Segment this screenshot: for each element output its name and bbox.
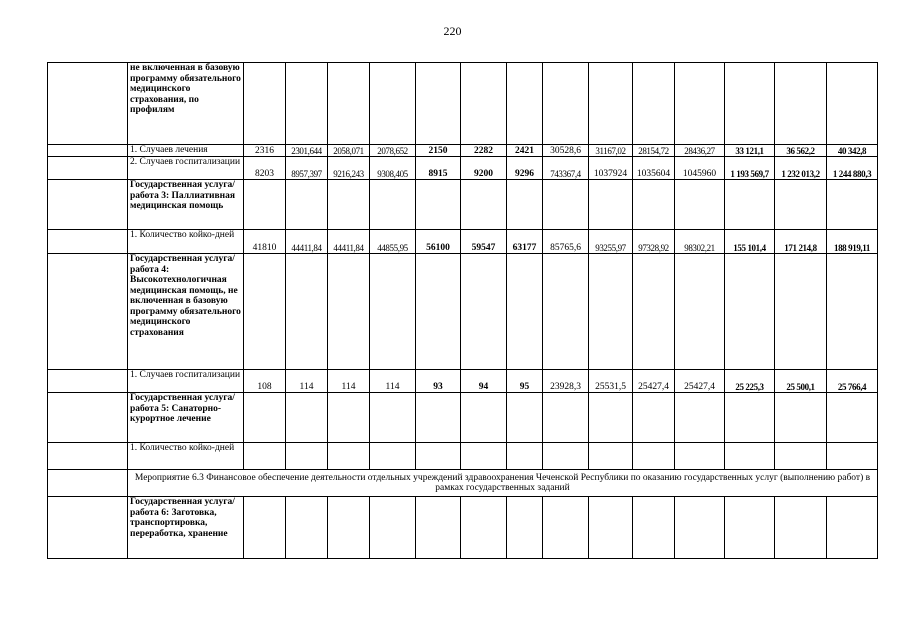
value-cell: [725, 254, 775, 370]
value-cell: [589, 254, 633, 370]
value-cell: [589, 393, 633, 443]
indicator-label-cell: 1. Случаев лечения: [128, 145, 244, 157]
value-cell: [827, 497, 878, 559]
value-cell: 56100: [416, 230, 461, 254]
value-cell: 2316: [244, 145, 286, 157]
value-cell: 171 214,8: [775, 230, 827, 254]
indicator-label-cell: 2. Случаев госпитализации: [128, 157, 244, 180]
table-row: [48, 443, 878, 470]
value-cell: 2058,071: [328, 145, 370, 157]
table-row: [48, 145, 878, 157]
value-cell: 31167,02: [589, 145, 633, 157]
value-cell: [286, 180, 328, 230]
value-cell: 85765,6: [543, 230, 589, 254]
value-cell: [725, 63, 775, 145]
value-cell: [507, 254, 543, 370]
value-cell: 23928,3: [543, 370, 589, 393]
table-row: [48, 254, 878, 370]
value-cell: [244, 254, 286, 370]
value-cell: [589, 443, 633, 470]
service-heading-cell: Государственная услуга/работа 4: Высокотехнологичная медицинская помощь, не включенная в базовую программу обязательного медицинского страхования: [128, 254, 244, 370]
value-cell: [589, 180, 633, 230]
value-cell: [370, 443, 416, 470]
value-cell: 63177: [507, 230, 543, 254]
value-cell: 155 101,4: [725, 230, 775, 254]
service-heading-cell: Государственная услуга/работа 3: Паллиативная медицинская помощь: [128, 180, 244, 230]
value-cell: [507, 497, 543, 559]
row-number-cell: [48, 180, 128, 230]
value-cell: 114: [370, 370, 416, 393]
value-cell: 95: [507, 370, 543, 393]
value-cell: [328, 180, 370, 230]
value-cell: [633, 63, 675, 145]
value-cell: [827, 180, 878, 230]
value-cell: 59547: [461, 230, 507, 254]
indicator-label-cell: 1. Количество койко-дней: [128, 230, 244, 254]
table-row: [48, 497, 878, 559]
indicator-label-cell: 1. Количество койко-дней: [128, 443, 244, 470]
value-cell: [244, 180, 286, 230]
value-cell: [633, 443, 675, 470]
value-cell: [416, 63, 461, 145]
value-cell: 9296: [507, 157, 543, 180]
value-cell: [507, 443, 543, 470]
table-row: [48, 180, 878, 230]
value-cell: [675, 180, 725, 230]
value-cell: [543, 443, 589, 470]
value-cell: [633, 497, 675, 559]
value-cell: [461, 63, 507, 145]
value-cell: 25 500,1: [775, 370, 827, 393]
value-cell: [725, 497, 775, 559]
value-cell: 2078,652: [370, 145, 416, 157]
value-cell: 108: [244, 370, 286, 393]
value-cell: 2150: [416, 145, 461, 157]
service-heading-cell: Государственная услуга/работа 5: Санаторно-курортное лечение: [128, 393, 244, 443]
value-cell: [543, 497, 589, 559]
value-cell: [507, 63, 543, 145]
row-number-cell: [48, 497, 128, 559]
row-number-cell: [48, 393, 128, 443]
value-cell: 1045960: [675, 157, 725, 180]
value-cell: 8915: [416, 157, 461, 180]
value-cell: [775, 63, 827, 145]
value-cell: [675, 393, 725, 443]
value-cell: [244, 497, 286, 559]
value-cell: [675, 497, 725, 559]
value-cell: 28436,27: [675, 145, 725, 157]
value-cell: [589, 63, 633, 145]
value-cell: [827, 254, 878, 370]
value-cell: 2282: [461, 145, 507, 157]
row-number-cell: [48, 470, 128, 497]
value-cell: [370, 63, 416, 145]
value-cell: [286, 254, 328, 370]
value-cell: [370, 180, 416, 230]
value-cell: [461, 393, 507, 443]
row-number-cell: [48, 63, 128, 145]
row-number-cell: [48, 145, 128, 157]
value-cell: 8957,397: [286, 157, 328, 180]
indicator-label-cell: 1. Случаев госпитализации: [128, 370, 244, 393]
value-cell: [328, 63, 370, 145]
service-heading-cell: не включенная в базовую программу обязательного медицинского страхования, по профилям: [128, 63, 244, 145]
table-row: [48, 393, 878, 443]
value-cell: 2301,644: [286, 145, 328, 157]
value-cell: 33 121,1: [725, 145, 775, 157]
value-cell: 9308,405: [370, 157, 416, 180]
table-row: [48, 230, 878, 254]
value-cell: [328, 393, 370, 443]
value-cell: 97328,92: [633, 230, 675, 254]
value-cell: [461, 180, 507, 230]
value-cell: 2421: [507, 145, 543, 157]
table-body: [48, 63, 878, 559]
value-cell: [775, 497, 827, 559]
value-cell: [775, 443, 827, 470]
value-cell: [725, 180, 775, 230]
value-cell: [244, 63, 286, 145]
row-number-cell: [48, 254, 128, 370]
activity-heading-cell: Мероприятие 6.3 Финансовое обеспечение деятельности отдельных учреждений здравоохранения Чеченской Республики по оказанию государственных услуг (выполнению работ) в рамках государственных заданий: [128, 470, 878, 497]
value-cell: [633, 393, 675, 443]
value-cell: 1 244 880,3: [827, 157, 878, 180]
value-cell: 44855,95: [370, 230, 416, 254]
table-row: [48, 370, 878, 393]
value-cell: 9216,243: [328, 157, 370, 180]
value-cell: [416, 254, 461, 370]
value-cell: [725, 443, 775, 470]
value-cell: 25 766,4: [827, 370, 878, 393]
row-number-cell: [48, 157, 128, 180]
value-cell: [543, 254, 589, 370]
value-cell: 44411,84: [286, 230, 328, 254]
value-cell: [675, 254, 725, 370]
value-cell: [675, 443, 725, 470]
value-cell: [286, 63, 328, 145]
value-cell: 25 225,3: [725, 370, 775, 393]
value-cell: [543, 180, 589, 230]
value-cell: [633, 254, 675, 370]
value-cell: 114: [286, 370, 328, 393]
row-number-cell: [48, 443, 128, 470]
value-cell: [461, 443, 507, 470]
value-cell: [244, 393, 286, 443]
value-cell: [286, 497, 328, 559]
value-cell: 30528,6: [543, 145, 589, 157]
value-cell: [827, 443, 878, 470]
value-cell: [633, 180, 675, 230]
value-cell: [543, 63, 589, 145]
value-cell: [775, 254, 827, 370]
value-cell: [775, 180, 827, 230]
value-cell: 94: [461, 370, 507, 393]
value-cell: 40 342,8: [827, 145, 878, 157]
value-cell: [725, 393, 775, 443]
value-cell: 9200: [461, 157, 507, 180]
value-cell: 36 562,2: [775, 145, 827, 157]
row-number-cell: [48, 370, 128, 393]
value-cell: [827, 393, 878, 443]
value-cell: [328, 254, 370, 370]
value-cell: 114: [328, 370, 370, 393]
value-cell: 188 919,11: [827, 230, 878, 254]
value-cell: 44411,84: [328, 230, 370, 254]
value-cell: [543, 393, 589, 443]
value-cell: [416, 180, 461, 230]
value-cell: 93: [416, 370, 461, 393]
table-row: [48, 157, 878, 180]
value-cell: [370, 254, 416, 370]
value-cell: [370, 497, 416, 559]
value-cell: 98302,21: [675, 230, 725, 254]
value-cell: 28154,72: [633, 145, 675, 157]
value-cell: 41810: [244, 230, 286, 254]
value-cell: 1037924: [589, 157, 633, 180]
value-cell: 1 193 569,7: [725, 157, 775, 180]
value-cell: [775, 393, 827, 443]
value-cell: [507, 393, 543, 443]
value-cell: 1035604: [633, 157, 675, 180]
value-cell: [589, 497, 633, 559]
table-row: [48, 63, 878, 145]
value-cell: [328, 497, 370, 559]
value-cell: 25427,4: [675, 370, 725, 393]
value-cell: [244, 443, 286, 470]
value-cell: [461, 254, 507, 370]
value-cell: [416, 443, 461, 470]
value-cell: [827, 63, 878, 145]
value-cell: 743367,4: [543, 157, 589, 180]
value-cell: [286, 393, 328, 443]
value-cell: 93255,97: [589, 230, 633, 254]
value-cell: 25427,4: [633, 370, 675, 393]
value-cell: 25531,5: [589, 370, 633, 393]
value-cell: [328, 443, 370, 470]
service-heading-cell: Государственная услуга/работа 6: Заготовка, транспортировка, переработка, хранение: [128, 497, 244, 559]
row-number-cell: [48, 230, 128, 254]
value-cell: [461, 497, 507, 559]
budget-table: [47, 62, 878, 559]
value-cell: [416, 497, 461, 559]
value-cell: 8203: [244, 157, 286, 180]
value-cell: [507, 180, 543, 230]
page-number: 220: [443, 24, 462, 38]
value-cell: [286, 443, 328, 470]
value-cell: [416, 393, 461, 443]
value-cell: 1 232 013,2: [775, 157, 827, 180]
value-cell: [675, 63, 725, 145]
value-cell: [370, 393, 416, 443]
table-row: [48, 470, 878, 497]
